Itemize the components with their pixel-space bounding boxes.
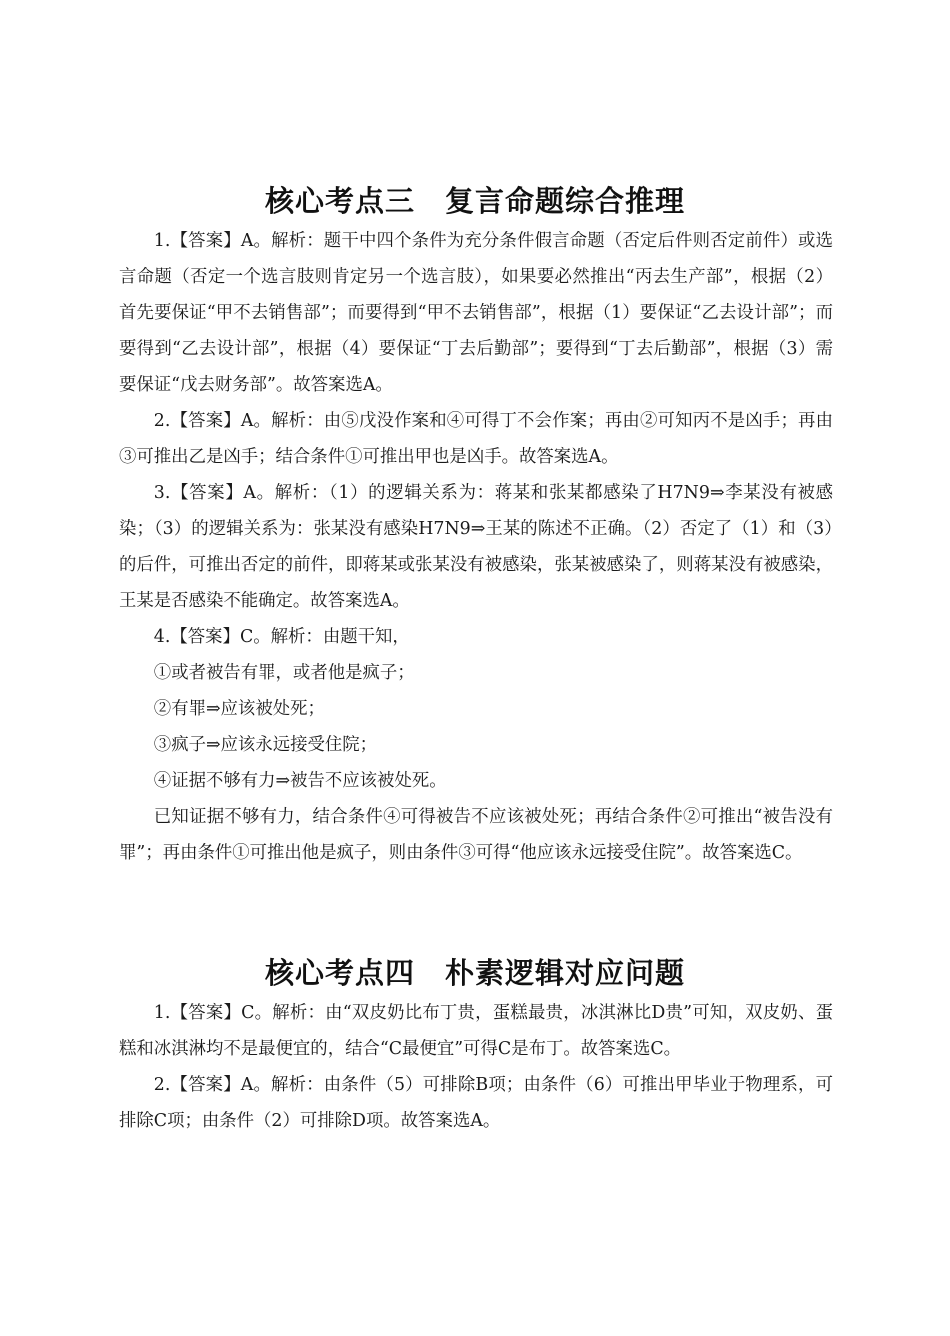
answer-paragraph-3: 3.【答案】A。解析：（1）的逻辑关系为：蒋某和张某都感染了H7N9⇒李某没有被感染；（3）的逻辑关系为：张某没有感染H7N9⇒王某的陈述不正确。（2）否定了（1）和（3）的后件，可推出否定的前件，即蒋某或张某没有被感染，张某被感染了，则蒋某没有被感染，王某是否感染不能确定。故答案选A。 [119, 483, 833, 611]
answer-paragraph-2: 2.【答案】A。解析：由⑤戊没作案和④可得丁不会作案；再由②可知丙不是凶手；再由③可推出乙是凶手；结合条件①可推出甲也是凶手。故答案选A。 [119, 411, 833, 467]
answer-paragraph-1: 1.【答案】A。解析：题干中四个条件为充分条件假言命题（否定后件则否定前件）或选言命题（否定一个选言肢则肯定另一个选言肢），如果要必然推出“丙去生产部”，根据（2）首先要保证“甲不去销售部”；而要得到“甲不去销售部”，根据（1）要保证“乙去设计部”；而要得到“乙去设计部”，根据（4）要保证“丁去后勤部”；要得到“丁去后勤部”，根据（3）需要保证“戊去财务部”。故答案选A。 [119, 231, 833, 395]
condition-item-4: ④证据不够有力⇒被告不应该被处死。 [153, 771, 447, 791]
answer-paragraph-4-conclusion: 已知证据不够有力，结合条件④可得被告不应该被处死；再结合条件②可推出“被告没有罪”；再由条件①可推出他是疯子，则由条件③可得“他应该永远接受住院”。故答案选C。 [119, 807, 833, 863]
section-title-core-point-4: 核心考点四 朴素逻辑对应问题 [264, 956, 685, 991]
answer-paragraph-4-intro: 4.【答案】C。解析：由题干知， [153, 627, 410, 647]
condition-item-1: ①或者被告有罪，或者他是疯子； [153, 663, 415, 683]
section-body-core-point-3 [119, 223, 833, 871]
condition-item-3: ③疯子⇒应该永远接受住院； [153, 735, 378, 755]
condition-item-2: ②有罪⇒应该被处死； [153, 699, 325, 719]
section-body-core-point-4 [119, 995, 833, 1139]
answer-paragraph-1: 1.【答案】C。解析：由“双皮奶比布丁贵，蛋糕最贵，冰淇淋比D贵”可知，双皮奶、蛋糕和冰淇淋均不是最便宜的，结合“C最便宜”可得C是布丁。故答案选C。 [119, 1003, 833, 1059]
section-title-core-point-3: 核心考点三 复言命题综合推理 [264, 184, 685, 219]
answer-paragraph-2: 2.【答案】A。解析：由条件（5）可排除B项；由条件（6）可推出甲毕业于物理系，可排除C项；由条件（2）可排除D项。故答案选A。 [119, 1075, 833, 1131]
